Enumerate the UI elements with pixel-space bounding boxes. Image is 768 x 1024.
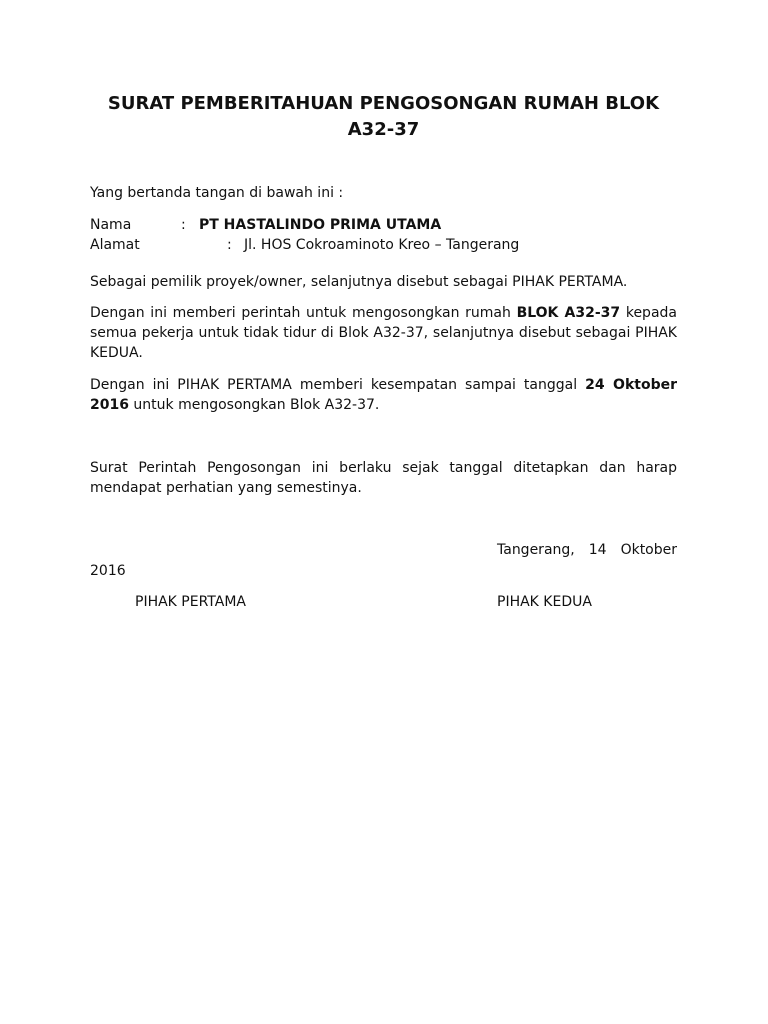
identity-row-nama xyxy=(90,215,677,235)
identity-row-alamat xyxy=(90,235,677,255)
block-number: BLOK A32-37 xyxy=(516,305,621,321)
alamat-colon: : xyxy=(227,237,232,253)
date-year: 2016 xyxy=(90,563,126,579)
paragraph-order xyxy=(90,303,677,363)
signature-second-party: PIHAK KEDUA xyxy=(497,594,592,610)
date-place: Tangerang, xyxy=(497,542,575,558)
title-line-2: A32-37 xyxy=(347,119,420,140)
nama-colon: : xyxy=(181,217,186,233)
paragraph-validity: Surat Perintah Pengosongan ini berlaku sejak tanggal ditetapkan dan harap mendapat perhatian yang semestinya. xyxy=(90,460,677,496)
date-line xyxy=(497,540,677,560)
date-month: Oktober xyxy=(620,542,677,558)
alamat-value: Jl. HOS Cokroaminoto Kreo – Tangerang xyxy=(244,237,520,253)
intro-text: Yang bertanda tangan di bawah ini : xyxy=(90,185,344,201)
title-line-1: SURAT PEMBERITAHUAN PENGOSONGAN RUMAH BLOK xyxy=(107,93,660,114)
alamat-label: Alamat xyxy=(90,237,140,253)
paragraph-owner: Sebagai pemilik proyek/owner, selanjutnya disebut sebagai PIHAK PERTAMA. xyxy=(90,274,628,290)
deadline-date: 24 Oktober 2016 xyxy=(90,377,677,413)
paragraph-deadline xyxy=(90,375,677,415)
date-day: 14 xyxy=(588,542,607,558)
paragraph-order-text-1: Dengan ini memberi perintah untuk mengosongkan rumah xyxy=(90,305,517,321)
nama-value: PT HASTALINDO PRIMA UTAMA xyxy=(199,217,442,233)
paragraph-order-text-2: kepada semua pekerja untuk tidak tidur di Blok A32-37, selanjutnya disebut sebagai PIHAK KEDUA. xyxy=(90,305,677,361)
signature-first-party: PIHAK PERTAMA xyxy=(135,594,247,610)
document-title xyxy=(90,91,677,143)
paragraph-deadline-text-2: untuk mengosongkan Blok A32-37. xyxy=(128,397,380,413)
nama-label: Nama xyxy=(90,217,132,233)
paragraph-deadline-text-1: Dengan ini PIHAK PERTAMA memberi kesempatan sampai tanggal xyxy=(90,377,586,393)
